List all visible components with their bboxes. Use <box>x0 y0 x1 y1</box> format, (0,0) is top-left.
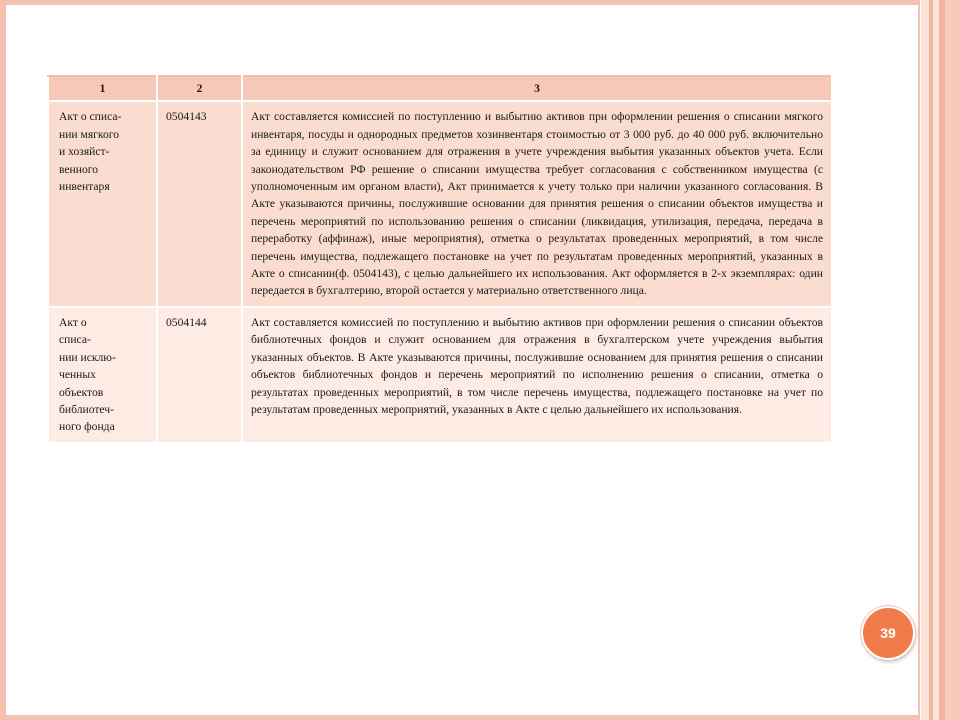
page-number-badge <box>861 606 915 660</box>
document-name-cell: Акт о списа- нии исклю- ченных объектов библиотеч- ного фонда <box>48 307 157 443</box>
description-cell: Акт составляется комиссией по поступлению и выбытию активов при оформлении решения о списании мягкого инвентаря, посуды и однородных предметов хозинвентаря стоимостью от 3 000 руб. до 40 000 руб. включительно за единицу и служит основанием для отражения в учете учреждения выбытия указанных объектов учета. Если законодательством РФ решение о списании имущества требует согласования с собственником имущества (с уполномоченным им органом власти), Акт принимается к учету только при наличии указанного согласования. В Акте указываются причины, послужившие основании для принятия решения о списании объектов имущества и перечень мероприятий по использованию решения о списании (ликвидация, утилизация, передача, передача в переработку (аффинаж), иные мероприятия), отметка о результатах проведенных мероприятий, в том числе перечень имущества, подлежащего постановке на учет по результатам проведенных мероприятий, указанных в Акте о списании(ф. 0504143), с целью дальнейшего их использования. Акт оформляется в 2-х экземплярах: один передается в бухгалтерию, второй остается у материально ответственного лица. <box>242 101 832 306</box>
table-row <box>48 307 832 443</box>
slide-decorative-stripes <box>921 0 960 720</box>
table-row <box>48 101 832 306</box>
slide-frame-left <box>0 0 6 720</box>
description-cell: Акт составляется комиссией по поступлению и выбытию активов при оформлении решения о списании объектов библиотечных фондов и служит основанием для отражения в бухгалтерском учете учреждения выбытия указанных объектов. В Акте указываются причины, послужившие основанием для принятия решения о списании объектов библиотечных фондов и перечень мероприятий по исполнению решения о списании, отметка о результатах проведенных мероприятий, в том числе перечень имущества, подлежащего постановке на учет по результатам проведенных мероприятий, указанных в Акте с целью дальнейшего их использования. <box>242 307 832 443</box>
page-number: 39 <box>880 625 896 641</box>
slide-frame-bottom <box>0 715 918 720</box>
form-code-cell: 0504143 <box>157 101 242 306</box>
form-code-cell: 0504144 <box>157 307 242 443</box>
document-name-cell: Акт о списа- нии мягкого и хозяйст- венного инвентаря <box>48 101 157 306</box>
header-cell-1: 1 <box>48 76 157 101</box>
header-cell-2: 2 <box>157 76 242 101</box>
header-cell-3: 3 <box>242 76 832 101</box>
slide-frame-top <box>0 0 918 5</box>
slide-frame-right-line <box>918 0 920 720</box>
table-header-row <box>48 76 832 101</box>
documents-table <box>47 75 833 444</box>
